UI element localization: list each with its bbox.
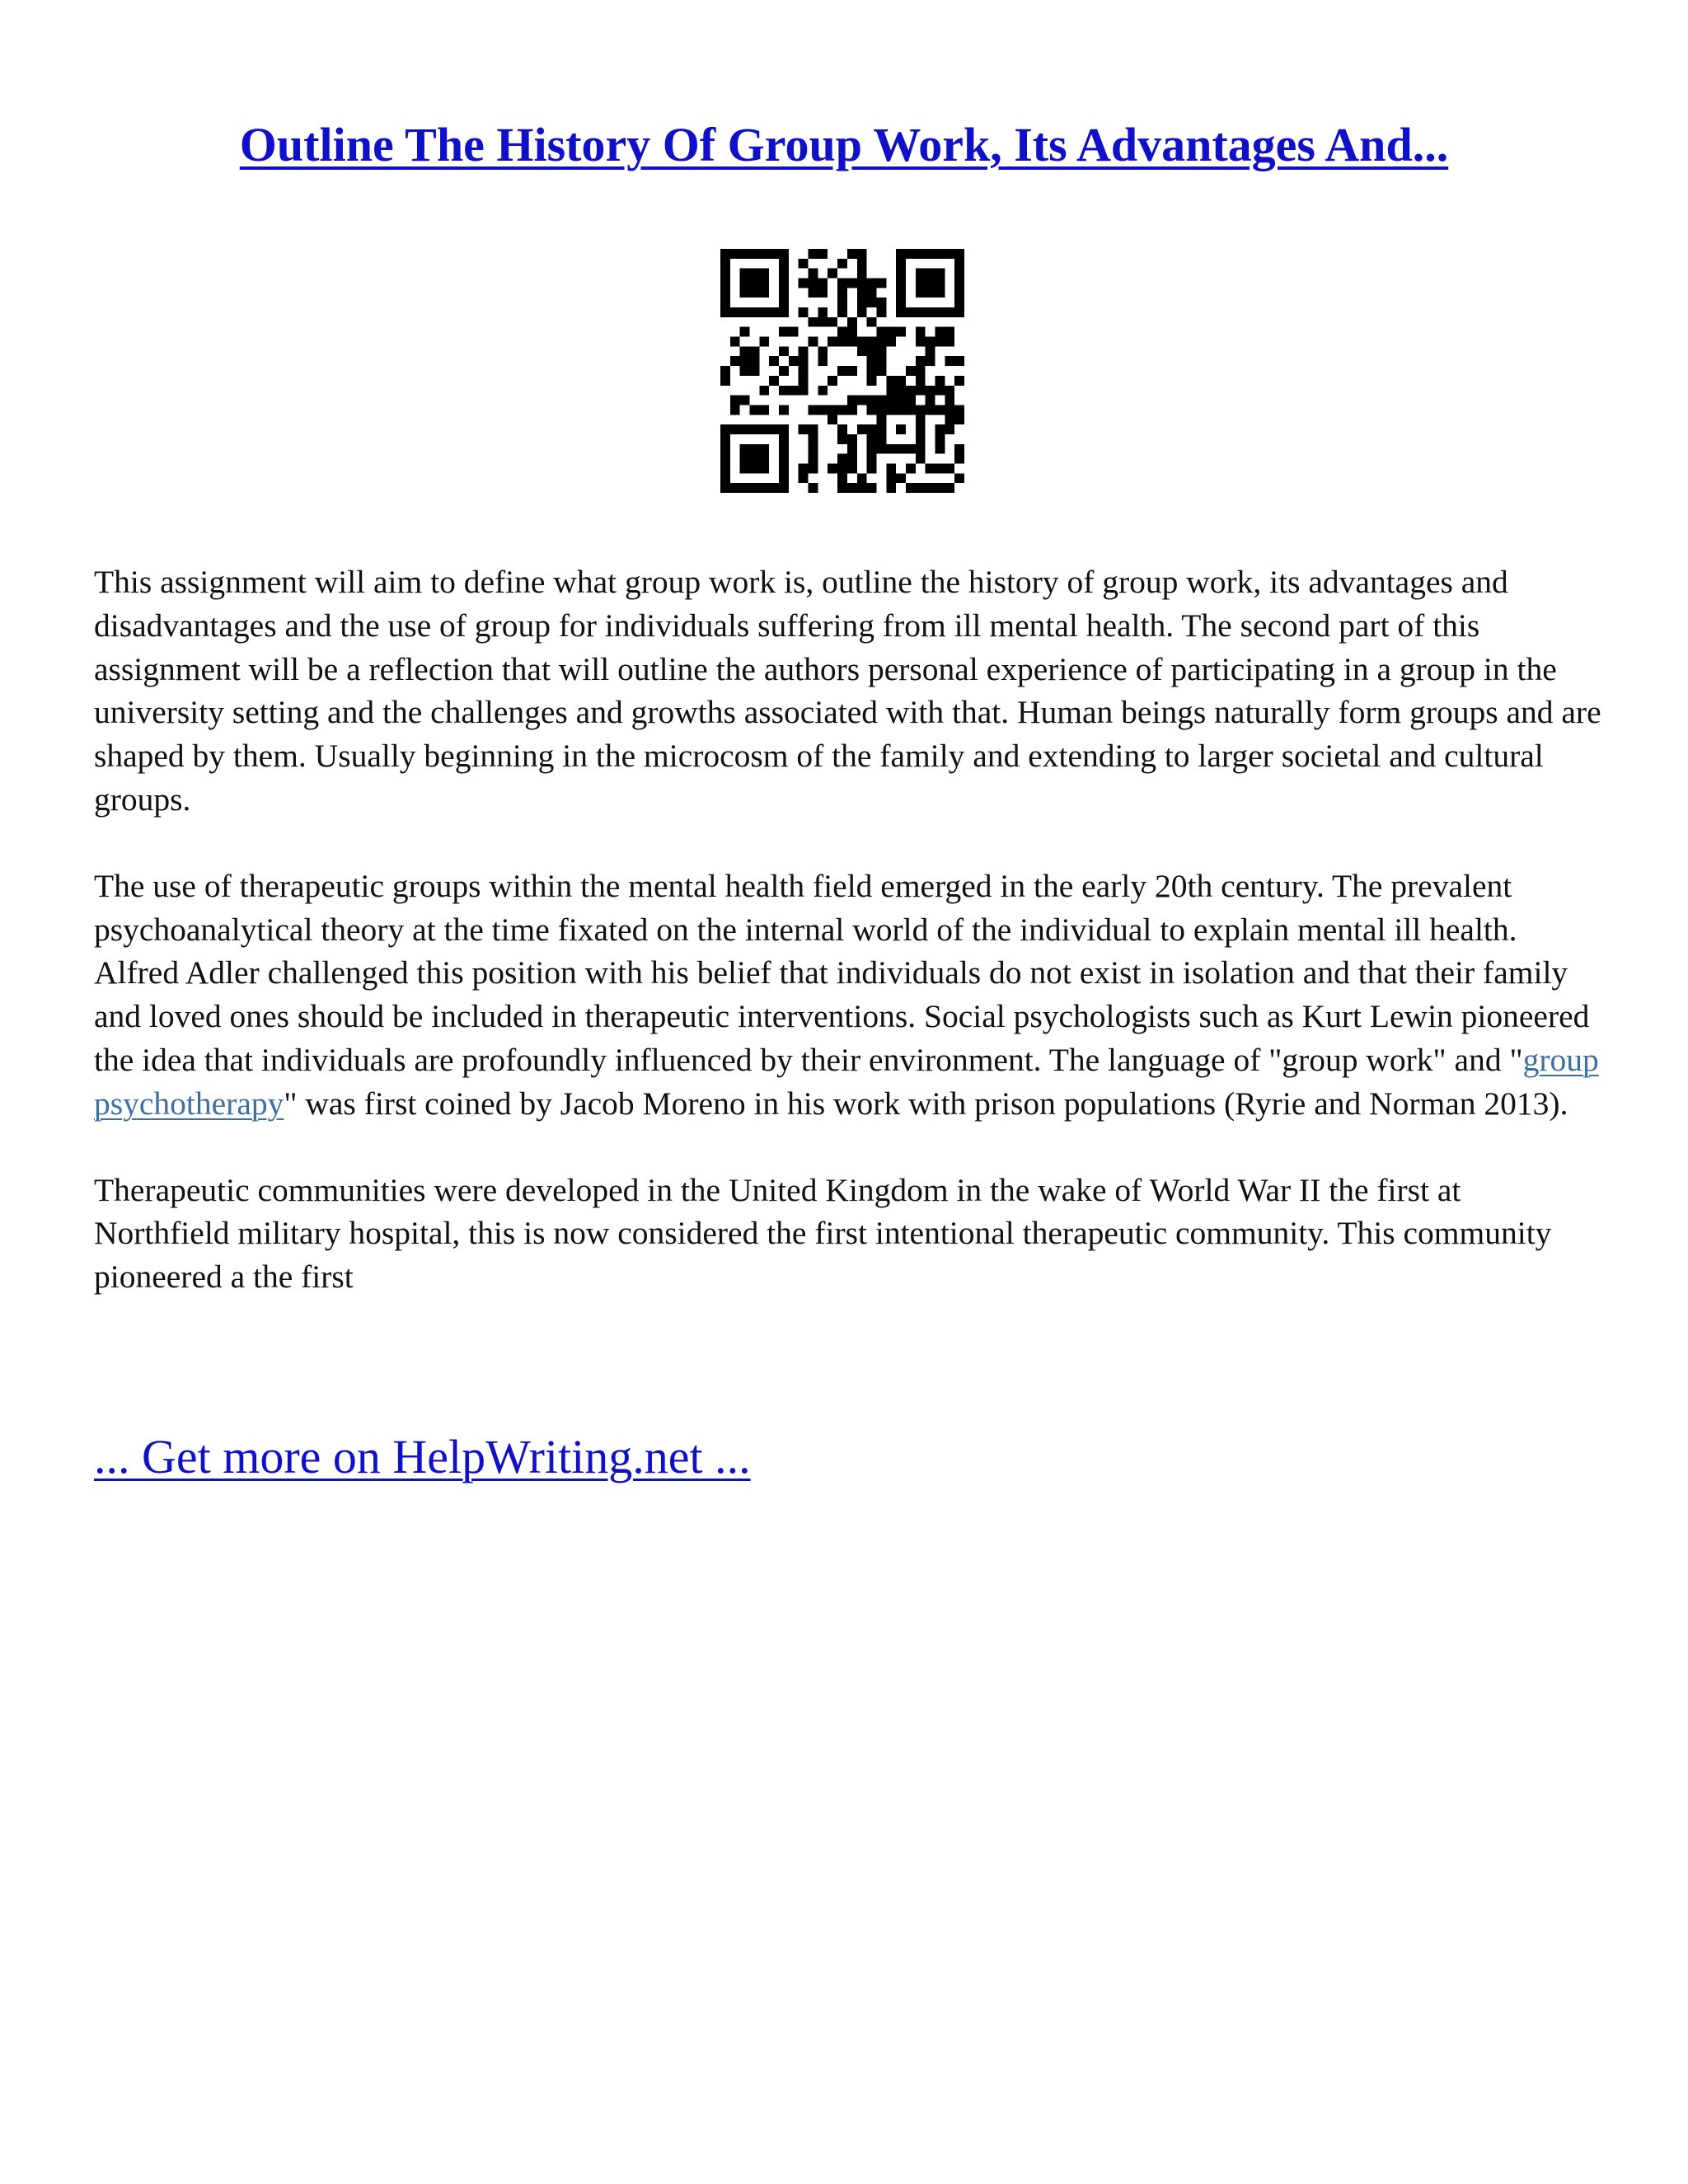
get-more-line [94, 1428, 751, 1486]
paragraph-1: This assignment will aim to define what group work is, outline the history of group work, its advantages and disadvantages and the use of group for individuals suffering from ill mental health. The second part of this assignment will be a reflection that will outline the authors personal experience of participating in a group in the university setting and the challenges and growths associated with that. Human beings naturally form groups and are shaped by them. Usually beginning in the microcosm of the family and extending to larger societal and cultural groups. [94, 564, 1601, 818]
article-body [94, 560, 1602, 1342]
group-psychotherapy-link[interactable]: group psychotherapy [94, 1041, 1599, 1122]
title-link[interactable]: Outline The History Of Group Work, Its Advantages And... [239, 118, 1449, 171]
qr-code-graphic [720, 249, 964, 493]
paragraph-2-text-start: The use of therapeutic groups within the mental health field emerged in the early 20th century. The prevalent psychoanalytical theory at the time fixated on the internal world of the individual to explain mental ill health. Alfred Adler challenged this position with his belief that individuals do not exist in isolation and that their family and loved ones should be included in therapeutic interventions. Social psychologists such as Kurt Lewin pioneered the idea that individuals are profoundly influenced by their environment. The language of "group work" and " [94, 867, 1590, 1078]
qr-code-icon [720, 249, 964, 493]
paragraph-2-text-end: " was first coined by Jacob Moreno in his work with prison populations (Ryrie and Norman 2013). [284, 1085, 1568, 1122]
get-more-link[interactable]: ... Get more on HelpWriting.net ... [94, 1430, 751, 1483]
paragraph-3: Therapeutic communities were developed in the United Kingdom in the wake of World War II the first at Northfield military hospital, this is now considered the first intentional therapeutic community. This community pioneered a the first [94, 1171, 1552, 1296]
page-title [0, 115, 1688, 175]
paragraph-2 [94, 865, 1602, 1126]
